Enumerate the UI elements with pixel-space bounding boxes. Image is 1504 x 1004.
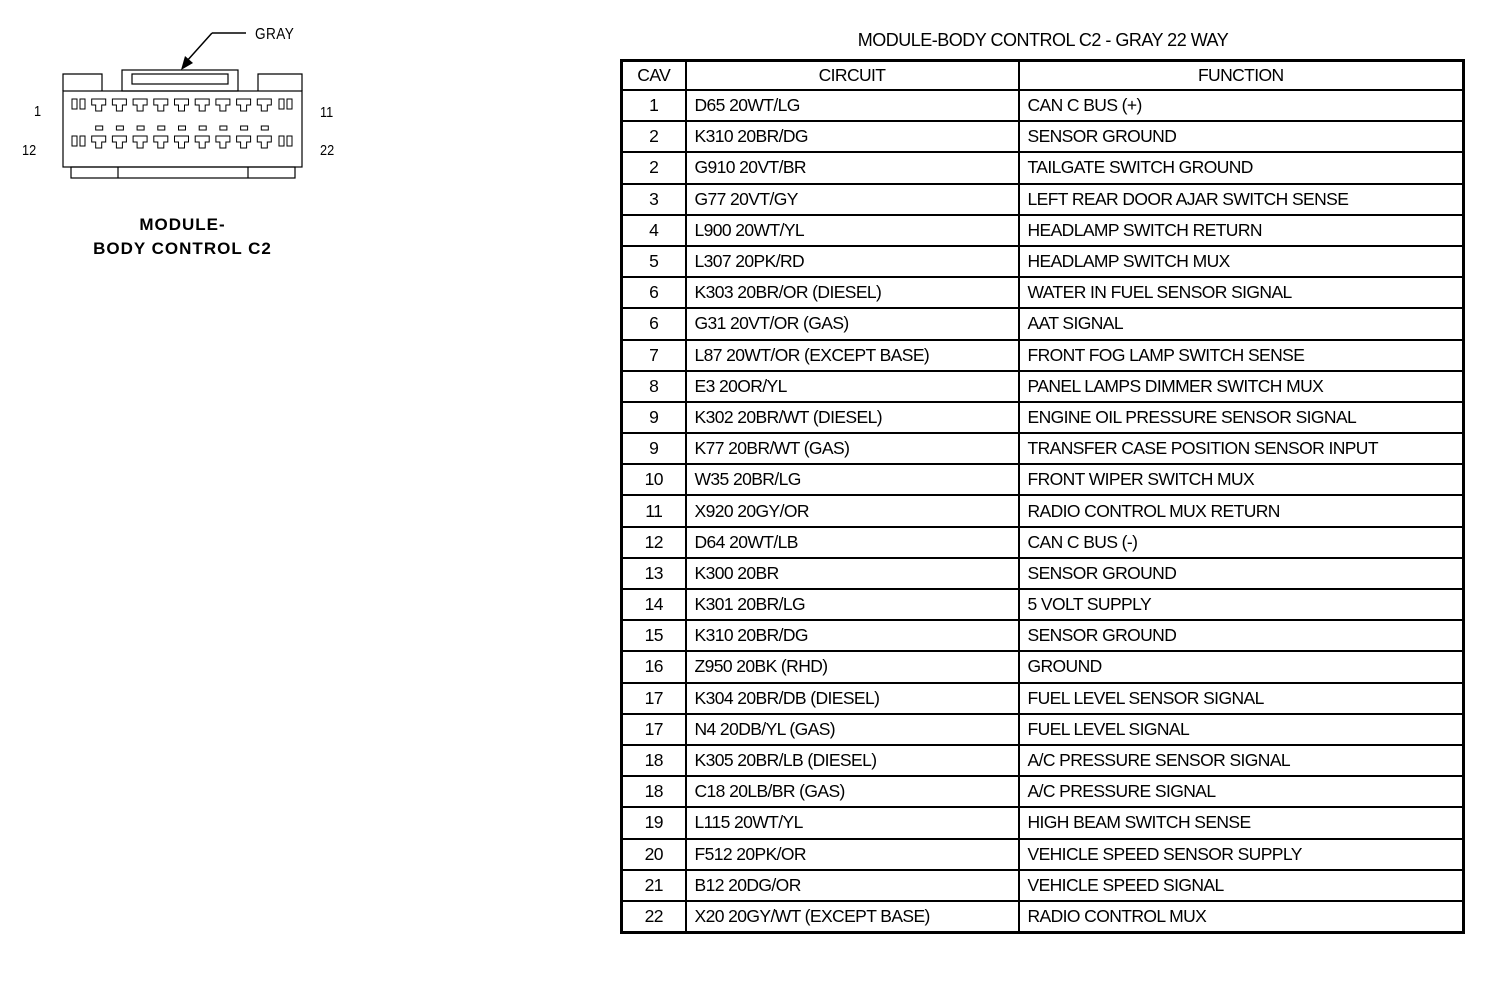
pin-cavity (175, 99, 189, 130)
table-header-row (622, 61, 1464, 91)
table-row (622, 745, 1464, 776)
pin-cavity (133, 99, 147, 130)
pin-cavity (195, 99, 209, 130)
pin-cavity (195, 136, 209, 148)
function-cell: SENSOR GROUND (1019, 558, 1464, 589)
function-cell: ENGINE OIL PRESSURE SENSOR SIGNAL (1019, 402, 1464, 433)
cav-cell: 17 (622, 714, 686, 745)
function-cell: 5 VOLT SUPPLY (1019, 589, 1464, 620)
pin-cavity (154, 99, 168, 130)
function-cell: FRONT WIPER SWITCH MUX (1019, 464, 1464, 495)
circuit-cell: G31 20VT/OR (GAS) (686, 308, 1019, 339)
function-cell: FUEL LEVEL SENSOR SIGNAL (1019, 683, 1464, 714)
circuit-cell: B12 20DG/OR (686, 870, 1019, 901)
function-cell: LEFT REAR DOOR AJAR SWITCH SENSE (1019, 184, 1464, 215)
module-caption (60, 213, 305, 261)
cav-cell: 4 (622, 215, 686, 246)
table-row (622, 184, 1464, 215)
function-cell: A/C PRESSURE SIGNAL (1019, 776, 1464, 807)
pin-cavity (175, 136, 189, 148)
table-row (622, 807, 1464, 838)
function-cell: TAILGATE SWITCH GROUND (1019, 152, 1464, 183)
module-caption-line1: MODULE- (139, 215, 226, 234)
cav-cell: 2 (622, 152, 686, 183)
function-cell: GROUND (1019, 651, 1464, 682)
cav-cell: 10 (622, 464, 686, 495)
cav-cell: 8 (622, 371, 686, 402)
header-function: FUNCTION (1019, 61, 1464, 91)
circuit-cell: D64 20WT/LB (686, 527, 1019, 558)
table-row (622, 558, 1464, 589)
pin-cavity (72, 99, 85, 109)
pin-cavity (216, 136, 230, 148)
cav-cell: 18 (622, 776, 686, 807)
table-row (622, 402, 1464, 433)
cav-cell: 22 (622, 901, 686, 933)
circuit-cell: E3 20OR/YL (686, 371, 1019, 402)
table-row (622, 870, 1464, 901)
circuit-cell: L87 20WT/OR (EXCEPT BASE) (686, 340, 1019, 371)
function-cell: CAN C BUS (-) (1019, 527, 1464, 558)
cav-cell: 20 (622, 839, 686, 870)
pin-cavity (257, 99, 271, 130)
pin-cavity (237, 136, 251, 148)
circuit-cell: K303 20BR/OR (DIESEL) (686, 277, 1019, 308)
pin-label-11: 11 (320, 104, 334, 121)
function-cell: VEHICLE SPEED SIGNAL (1019, 870, 1464, 901)
table-row (622, 246, 1464, 277)
cavity-table (620, 59, 1465, 934)
header-cav: CAV (622, 61, 686, 91)
circuit-cell: K302 20BR/WT (DIESEL) (686, 402, 1019, 433)
function-cell: RADIO CONTROL MUX RETURN (1019, 495, 1464, 526)
pin-label-12: 12 (22, 142, 37, 159)
circuit-cell: F512 20PK/OR (686, 839, 1019, 870)
table-row (622, 371, 1464, 402)
pin-label-22: 22 (320, 142, 335, 159)
circuit-cell: N4 20DB/YL (GAS) (686, 714, 1019, 745)
function-cell: HEADLAMP SWITCH RETURN (1019, 215, 1464, 246)
circuit-cell: K301 20BR/LG (686, 589, 1019, 620)
table-row (622, 152, 1464, 183)
connector-figure (0, 0, 600, 300)
table-row (622, 277, 1464, 308)
cav-cell: 3 (622, 184, 686, 215)
table-row (622, 90, 1464, 121)
cav-cell: 9 (622, 433, 686, 464)
pin-cavity (92, 136, 106, 148)
cav-cell: 6 (622, 308, 686, 339)
table-body (622, 90, 1464, 933)
table-row (622, 121, 1464, 152)
cav-cell: 21 (622, 870, 686, 901)
function-cell: SENSOR GROUND (1019, 620, 1464, 651)
circuit-cell: W35 20BR/LG (686, 464, 1019, 495)
function-cell: AAT SIGNAL (1019, 308, 1464, 339)
table-row (622, 839, 1464, 870)
function-cell: FUEL LEVEL SIGNAL (1019, 714, 1464, 745)
pin-cavity (279, 99, 292, 109)
function-cell: CAN C BUS (+) (1019, 90, 1464, 121)
pin-cavity (112, 99, 126, 130)
pin-cavity (279, 136, 292, 146)
header-circuit: CIRCUIT (686, 61, 1019, 91)
circuit-cell: K310 20BR/DG (686, 121, 1019, 152)
circuit-cell: D65 20WT/LG (686, 90, 1019, 121)
pin-cavity (112, 136, 126, 148)
cav-cell: 7 (622, 340, 686, 371)
circuit-cell: K305 20BR/LB (DIESEL) (686, 745, 1019, 776)
table-row (622, 464, 1464, 495)
cav-cell: 9 (622, 402, 686, 433)
circuit-cell: K304 20BR/DB (DIESEL) (686, 683, 1019, 714)
circuit-cell: G910 20VT/BR (686, 152, 1019, 183)
function-cell: TRANSFER CASE POSITION SENSOR INPUT (1019, 433, 1464, 464)
function-cell: RADIO CONTROL MUX (1019, 901, 1464, 933)
circuit-cell: K77 20BR/WT (GAS) (686, 433, 1019, 464)
cav-cell: 11 (622, 495, 686, 526)
table-row (622, 589, 1464, 620)
cav-cell: 16 (622, 651, 686, 682)
pin-cavity (257, 136, 271, 148)
cav-cell: 5 (622, 246, 686, 277)
pin-cavity (154, 136, 168, 148)
function-cell: HIGH BEAM SWITCH SENSE (1019, 807, 1464, 838)
table-row (622, 433, 1464, 464)
pin-cavity (216, 99, 230, 130)
circuit-cell: Z950 20BK (RHD) (686, 651, 1019, 682)
cav-cell: 1 (622, 90, 686, 121)
table-row (622, 683, 1464, 714)
cav-cell: 17 (622, 683, 686, 714)
function-cell: VEHICLE SPEED SENSOR SUPPLY (1019, 839, 1464, 870)
module-caption-line2: BODY CONTROL C2 (93, 239, 272, 258)
circuit-cell: K300 20BR (686, 558, 1019, 589)
circuit-cell: L307 20PK/RD (686, 246, 1019, 277)
function-cell: FRONT FOG LAMP SWITCH SENSE (1019, 340, 1464, 371)
function-cell: SENSOR GROUND (1019, 121, 1464, 152)
function-cell: PANEL LAMPS DIMMER SWITCH MUX (1019, 371, 1464, 402)
table-row (622, 527, 1464, 558)
pin-cavity (72, 136, 85, 146)
table-row (622, 308, 1464, 339)
cav-cell: 13 (622, 558, 686, 589)
table-row (622, 776, 1464, 807)
pin-cavity (237, 99, 251, 130)
function-cell: WATER IN FUEL SENSOR SIGNAL (1019, 277, 1464, 308)
cav-cell: 12 (622, 527, 686, 558)
cav-cell: 14 (622, 589, 686, 620)
circuit-cell: K310 20BR/DG (686, 620, 1019, 651)
table-row (622, 495, 1464, 526)
pin-label-1: 1 (34, 103, 42, 120)
table-row (622, 901, 1464, 933)
circuit-cell: L115 20WT/YL (686, 807, 1019, 838)
cav-cell: 15 (622, 620, 686, 651)
circuit-cell: G77 20VT/GY (686, 184, 1019, 215)
table-row (622, 340, 1464, 371)
pin-cavity (133, 136, 147, 148)
table-row (622, 651, 1464, 682)
cav-cell: 18 (622, 745, 686, 776)
table-row (622, 714, 1464, 745)
function-cell: A/C PRESSURE SENSOR SIGNAL (1019, 745, 1464, 776)
circuit-cell: X920 20GY/OR (686, 495, 1019, 526)
circuit-cell: L900 20WT/YL (686, 215, 1019, 246)
table-title: MODULE-BODY CONTROL C2 - GRAY 22 WAY (857, 30, 1229, 50)
table-row (622, 620, 1464, 651)
cav-cell: 19 (622, 807, 686, 838)
cav-cell: 2 (622, 121, 686, 152)
pin-cavity (92, 99, 106, 130)
color-callout: GRAY (255, 26, 295, 43)
table-row (622, 215, 1464, 246)
circuit-cell: C18 20LB/BR (GAS) (686, 776, 1019, 807)
cav-cell: 6 (622, 277, 686, 308)
circuit-cell: X20 20GY/WT (EXCEPT BASE) (686, 901, 1019, 933)
function-cell: HEADLAMP SWITCH MUX (1019, 246, 1464, 277)
